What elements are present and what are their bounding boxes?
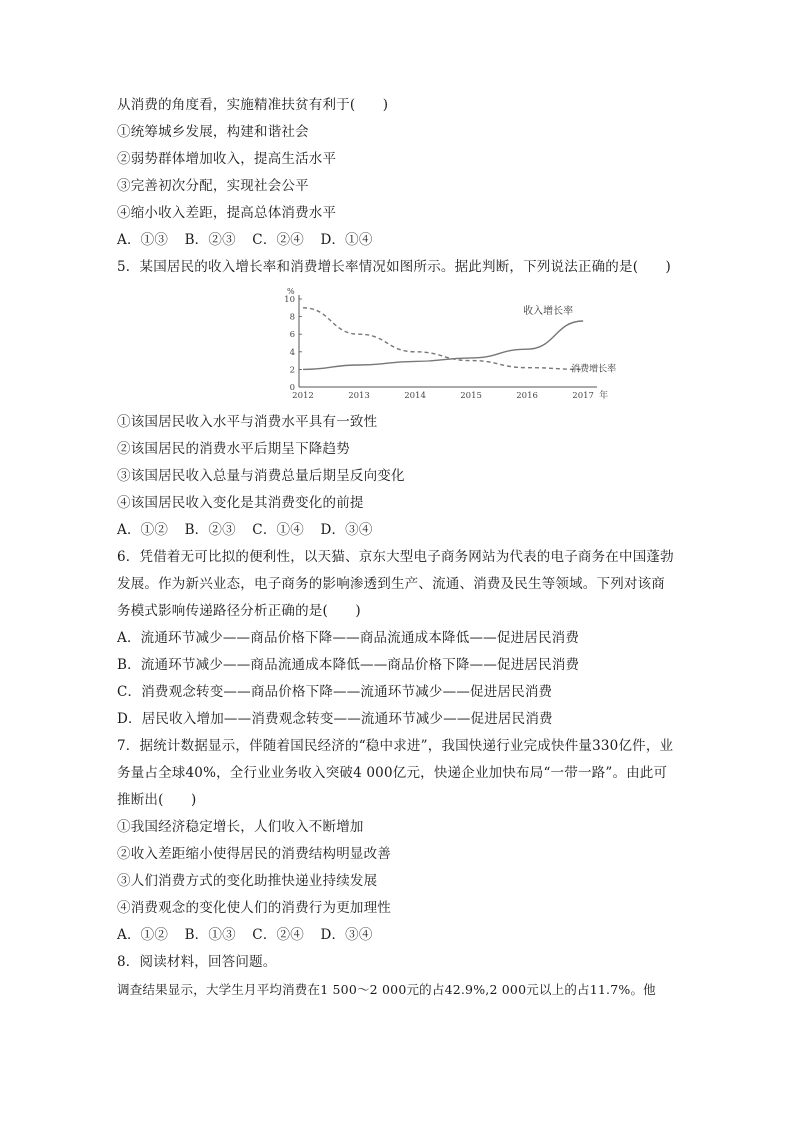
- q7-stem: 7．据统计数据显示，伴随着国民经济的“稳中求进”，我国快递行业完成快件量330亿件，业务量占全球40%，全行业业务收入突破4 000亿元，快递企业加快布局“一带一路”。由此可推断出( ): [117, 738, 674, 808]
- y-tick-label: 4: [289, 347, 295, 358]
- income-growth-label: 收入增长率: [523, 305, 574, 317]
- q5-option-a: A．①②: [117, 522, 169, 538]
- q7-item-4: ④消费观念的变化使人们的消费行为更加理性: [117, 900, 391, 916]
- q4-item-1: ①统筹城乡发展，构建和谐社会: [117, 124, 309, 140]
- q5-option-b: B．②③: [184, 522, 236, 538]
- income-growth-line: [303, 321, 583, 369]
- growth-rate-chart: [277, 285, 657, 403]
- x-tick-label: 2013: [348, 391, 370, 401]
- q4-item-2: ②弱势群体增加收入，提高生活水平: [117, 151, 337, 167]
- q4-item-4: ④缩小收入差距，提高总体消费水平: [117, 205, 337, 221]
- consumption-growth-label: 消费增长率: [571, 364, 617, 375]
- q7-option-d: D．③④: [320, 927, 373, 943]
- x-tick-label: 2012: [292, 391, 314, 401]
- q4-option-d: D．①④: [320, 232, 373, 248]
- q5-item-2: ②该国居民的消费水平后期呈下降趋势: [117, 441, 350, 457]
- q6-option-b: B．流通环节减少——商品流通成本降低——商品价格下降——促进居民消费: [117, 657, 580, 673]
- q5-stem: 5．某国居民的收入增长率和消费增长率情况如图所示。据此判断，下列说法正确的是( ): [117, 259, 672, 275]
- x-tick-label: 2017: [572, 391, 594, 401]
- q8-material: 调查结果显示，大学生月平均消费在1 500～2 000元的占42.9%,2 000元以上的占11.7%。他: [117, 982, 656, 997]
- y-tick-label: 6: [289, 330, 295, 341]
- q8-stem: 8．阅读材料，回答问题。: [117, 954, 277, 970]
- q7-option-b: B．①③: [184, 927, 236, 943]
- q7-item-3: ③人们消费方式的变化助推快递业持续发展: [117, 873, 378, 889]
- q6-option-d: D．居民收入增加——消费观念转变——流通环节减少——促进居民消费: [117, 711, 553, 727]
- q7-options: [117, 922, 677, 949]
- q5-options: [117, 517, 677, 544]
- q5-item-4: ④该国居民收入变化是其消费变化的前提: [117, 495, 364, 511]
- q6-option-c: C．消费观念转变——商品价格下降——流通环节减少——促进居民消费: [117, 684, 553, 700]
- q4-stem: 从消费的角度看，实施精准扶贫有利于( ): [117, 97, 389, 113]
- growth-rate-chart-svg: [277, 285, 657, 403]
- y-tick-label: 0: [289, 383, 295, 393]
- y-tick-label: 10: [284, 295, 295, 305]
- q5-item-1: ①该国居民收入水平与消费水平具有一致性: [117, 414, 378, 430]
- q5-option-d: D．③④: [320, 522, 373, 538]
- y-tick-label: 2: [289, 365, 295, 376]
- y-axis-unit-label: %: [287, 287, 295, 296]
- document-page: [117, 92, 677, 1003]
- q7-option-a: A．①②: [117, 927, 169, 943]
- q5-option-c: C．①④: [252, 522, 304, 538]
- q7-option-c: C．②④: [252, 927, 304, 943]
- x-axis-unit-label: 年: [599, 391, 609, 401]
- q4-option-b: B．②③: [184, 232, 236, 248]
- y-tick-label: 8: [289, 312, 295, 323]
- q6-stem: 6．凭借着无可比拟的便利性，以天猫、京东大型电子商务网站为代表的电子商务在中国蓬勃发展。作为新兴业态，电子商务的影响渗透到生产、流通、消费及民生等领域。下列对该商务模式影响传递路径分析正确的是( ): [117, 549, 674, 619]
- q6-option-a: A．流通环节减少——商品价格下降——商品流通成本降低——促进居民消费: [117, 630, 580, 646]
- q7-item-2: ②收入差距缩小使得居民的消费结构明显改善: [117, 846, 391, 862]
- x-tick-label: 2016: [516, 391, 538, 401]
- q7-item-1: ①我国经济稳定增长，人们收入不断增加: [117, 819, 364, 835]
- x-tick-label: 2015: [460, 391, 482, 401]
- q4-item-3: ③完善初次分配，实现社会公平: [117, 178, 309, 194]
- q4-options: [117, 227, 677, 254]
- x-tick-label: 2014: [404, 391, 426, 401]
- q4-option-c: C．②④: [252, 232, 304, 248]
- q4-option-a: A．①③: [117, 232, 169, 248]
- q5-item-3: ③该国居民收入总量与消费总量后期呈反向变化: [117, 468, 405, 484]
